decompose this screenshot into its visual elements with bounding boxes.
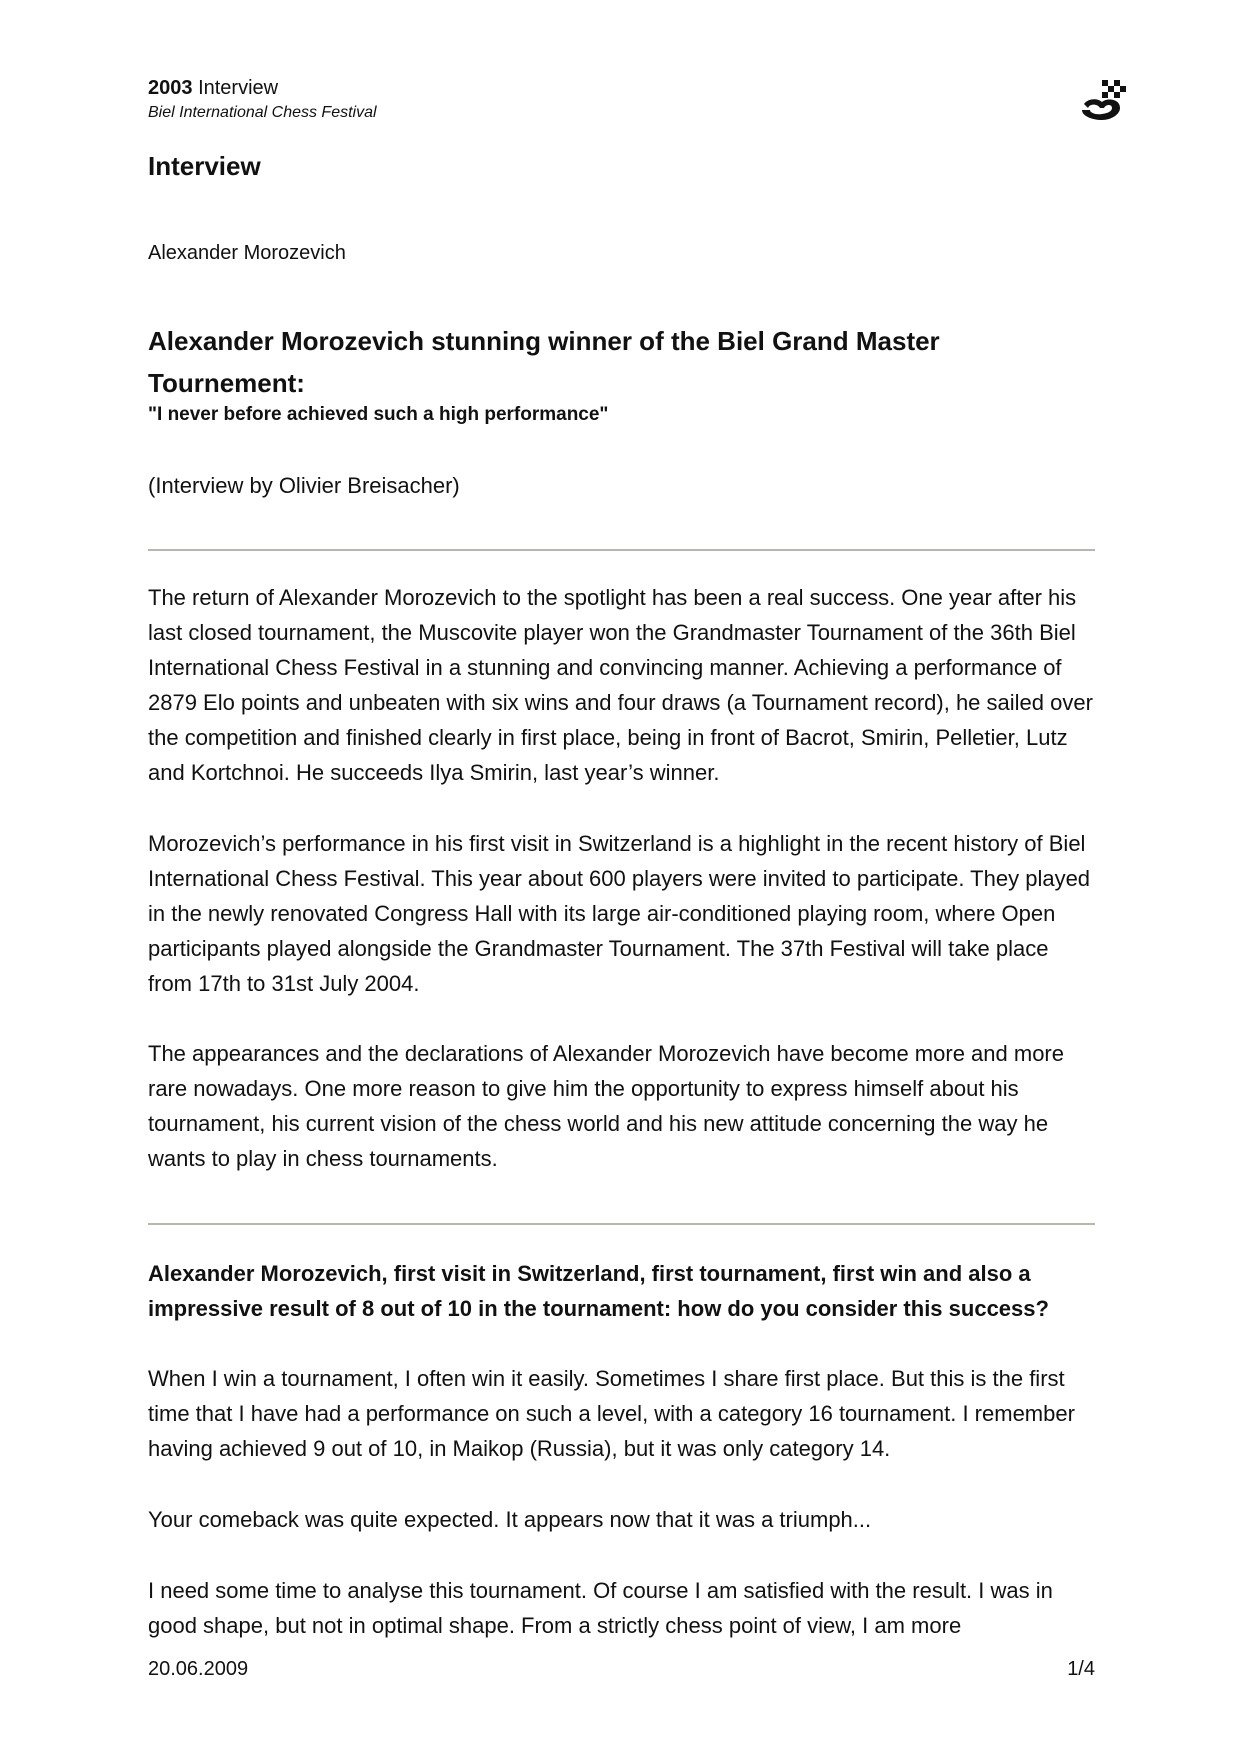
byline: (Interview by Olivier Breisacher) [148,473,460,498]
intro-paragraph: The appearances and the declarations of Alexander Morozevich have become more and more rare nowadays. One more reason to give him the opportunity to express himself about his tournament, his current vision of the chess world and his new attitude concerning the way he wants to play in chess tournaments. [148,1041,1064,1171]
divider [148,549,1095,551]
intro-paragraph: Morozevich’s performance in his first visit in Switzerland is a highlight in the recent history of Biel International Chess Festival. This year about 600 players were invited to participate. They played in the newly renovated Congress Hall with its large air-conditioned playing room, where Open participants played alongside the Grandmaster Tournament. The 37th Festival will take place from 17th to 31st July 2004. [148,831,1091,996]
header-label: Interview [198,77,279,99]
page-title: Interview [148,151,261,181]
article-subheadline: "I never before achieved such a high performance" [148,404,609,425]
header-year-line [148,76,278,100]
interview-question: Your comeback was quite expected. It appears now that it was a triumph... [148,1507,872,1532]
person-name: Alexander Morozevich [148,242,346,264]
article-headline: Alexander Morozevich stunning winner of the Biel Grand Master Tournement: [148,326,940,398]
page-number: 1/4 [1067,1658,1095,1680]
intro-paragraph: The return of Alexander Morozevich to the spotlight has been a real success. One year after his last closed tournament, the Muscovite player won the Grandmaster Tournament of the 36th Biel International Chess Festival in a stunning and convincing manner. Achieving a performance of 2879 Elo points and unbeaten with six wins and four draws (a Tournament record), he sailed over the competition and finished clearly in first place, being in front of Bacrot, Smirin, Pelletier, Lutz and Kortchnoi. He succeeds Ilya Smirin, last year’s winner. [148,585,1093,785]
interview-question: Alexander Morozevich, first visit in Switzerland, first tournament, first win and also a impressive result of 8 out of 10 in the tournament: how do you consider this success? [148,1261,1049,1321]
footer-date: 20.06.2009 [148,1658,249,1680]
header-festival: Biel International Chess Festival [148,104,377,121]
header-year: 2003 [148,77,193,99]
interview-answer: When I win a tournament, I often win it easily. Sometimes I share first place. But this is the first time that I have had a performance on such a level, with a category 16 tournament. I remember having achieved 9 out of 10, in Maikop (Russia), but it was only category 14. [148,1366,1075,1461]
interview-answer: I need some time to analyse this tournament. Of course I am satisfied with the result. I was in good shape, but not in optimal shape. From a strictly chess point of view, I am more [148,1578,1053,1638]
divider [148,1223,1095,1225]
chess-festival-logo-icon [1080,80,1126,122]
